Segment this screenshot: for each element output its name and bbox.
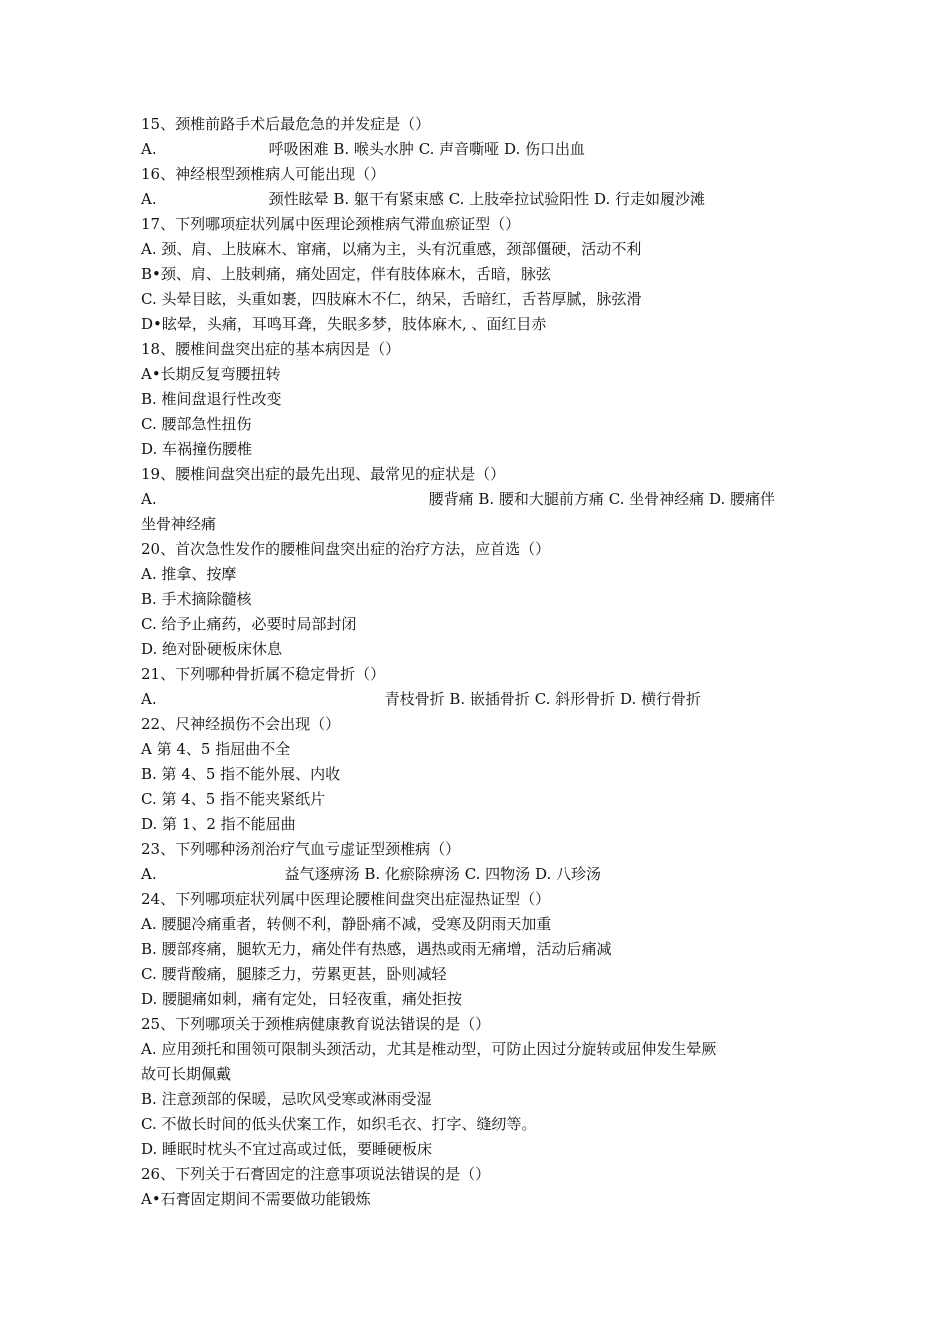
question-26-title: 26、下列关于石膏固定的注意事项说法错误的是（） <box>141 1165 491 1183</box>
option-text: 呼吸困难 B. 喉头水肿 C. 声音嘶哑 D. 伤口出血 <box>268 140 585 158</box>
question-22-title: 22、尺神经损伤不会出现（） <box>141 715 341 733</box>
question-20-option-b: B. 手术摘除髓核 <box>141 590 252 608</box>
question-25-option-a-continued: 故可长期佩戴 <box>141 1065 232 1083</box>
question-24-option-c: C. 腰背酸痛，腿膝乏力，劳累更甚，卧则减轻 <box>141 965 447 983</box>
option-text: 颈性眩晕 B. 躯干有紧束感 C. 上肢牵拉试验阳性 D. 行走如履沙滩 <box>268 190 705 208</box>
question-24-option-b: B. 腰部疼痛，腿软无力，痛处伴有热感，遇热或雨无痛增，活动后痛减 <box>141 940 612 958</box>
question-25-option-c: C. 不做长时间的低头伏案工作，如织毛衣、打字、缝纫等。 <box>141 1115 537 1133</box>
question-17-option-a: A. 颈、肩、上肢麻木、窜痛，以痛为主，头有沉重感，颈部僵硬，活动不利 <box>141 240 642 258</box>
question-22-option-c: C. 第 4、5 指不能夹紧纸片 <box>141 790 326 808</box>
question-18-title: 18、腰椎间盘突出症的基本病因是（） <box>141 340 401 358</box>
question-15-options <box>141 137 821 162</box>
option-label: A. <box>141 190 157 208</box>
question-21-options <box>141 687 821 712</box>
option-label: A. <box>141 865 157 883</box>
question-22-option-b: B. 第 4、5 指不能外展、内收 <box>141 765 341 783</box>
question-19-options <box>141 487 821 512</box>
question-26-option-a: A•石膏固定期间不需要做功能锻炼 <box>141 1190 371 1208</box>
question-20-option-a: A. 推拿、按摩 <box>141 565 237 583</box>
question-21-title: 21、下列哪种骨折属不稳定骨折（） <box>141 665 386 683</box>
question-22-option-d: D. 第 1、2 指不能屈曲 <box>141 815 296 833</box>
question-24-option-d: D. 腰腿痛如刺，痛有定处，日轻夜重，痛处拒按 <box>141 990 463 1008</box>
question-25-title: 25、下列哪项关于颈椎病健康教育说法错误的是（） <box>141 1015 491 1033</box>
question-17-option-d: D•眩晕，头痛，耳鸣耳聋，失眠多梦，肢体麻木, 、面红目赤 <box>141 315 547 333</box>
question-17-option-c: C. 头晕目眩，头重如裹，四肢麻木不仁，纳呆，舌暗红，舌苔厚腻，脉弦滑 <box>141 290 642 308</box>
question-19-options-continued: 坐骨神经痛 <box>141 515 217 533</box>
question-22-option-a: A 第 4、5 指屈曲不全 <box>141 740 291 758</box>
question-20-title: 20、首次急性发作的腰椎间盘突出症的治疗方法，应首选（） <box>141 540 551 558</box>
question-18-option-d: D. 车祸撞伤腰椎 <box>141 440 253 458</box>
question-23-options <box>141 862 821 887</box>
question-23-title: 23、下列哪种汤剂治疗气血亏虚证型颈椎病（） <box>141 840 461 858</box>
question-16-options <box>141 187 821 212</box>
question-24-option-a: A. 腰腿冷痛重者，转侧不利，静卧痛不减，受寒及阴雨天加重 <box>141 915 552 933</box>
question-24-title: 24、下列哪项症状列属中医理论腰椎间盘突出症湿热证型（） <box>141 890 551 908</box>
option-label: A. <box>141 140 157 158</box>
question-20-option-d: D. 绝对卧硬板床休息 <box>141 640 283 658</box>
question-25-option-a: A. 应用颈托和围领可限制头颈活动，尤其是椎动型，可防止因过分旋转或屈伸发生晕厥 <box>141 1040 717 1058</box>
question-17-option-b: B•颈、肩、上肢刺痛，痛处固定，伴有肢体麻木，舌暗，脉弦 <box>141 265 551 283</box>
question-15-title: 15、颈椎前路手术后最危急的并发症是（） <box>141 115 431 133</box>
option-text: 益气逐痹汤 B. 化瘀除痹汤 C. 四物汤 D. 八珍汤 <box>284 865 601 883</box>
question-list <box>141 112 821 1212</box>
question-18-option-c: C. 腰部急性扭伤 <box>141 415 252 433</box>
question-25-option-b: B. 注意颈部的保暖，忌吹风受寒或淋雨受湿 <box>141 1090 432 1108</box>
question-25-option-d: D. 睡眠时枕头不宜过高或过低，要睡硬板床 <box>141 1140 433 1158</box>
question-16-title: 16、神经根型颈椎病人可能出现（） <box>141 165 386 183</box>
question-19-title: 19、腰椎间盘突出症的最先出现、最常见的症状是（） <box>141 465 506 483</box>
question-20-option-c: C. 给予止痛药，必要时局部封闭 <box>141 615 357 633</box>
option-label: A. <box>141 490 157 508</box>
option-text: 青枝骨折 B. 嵌插骨折 C. 斜形骨折 D. 横行骨折 <box>384 690 701 708</box>
option-label: A. <box>141 690 157 708</box>
question-18-option-a: A•长期反复弯腰扭转 <box>141 365 281 383</box>
option-text: 腰背痛 B. 腰和大腿前方痛 C. 坐骨神经痛 D. 腰痛伴 <box>428 490 775 508</box>
question-18-option-b: B. 椎间盘退行性改变 <box>141 390 282 408</box>
question-17-title: 17、下列哪项症状列属中医理论颈椎病气滞血瘀证型（） <box>141 215 521 233</box>
